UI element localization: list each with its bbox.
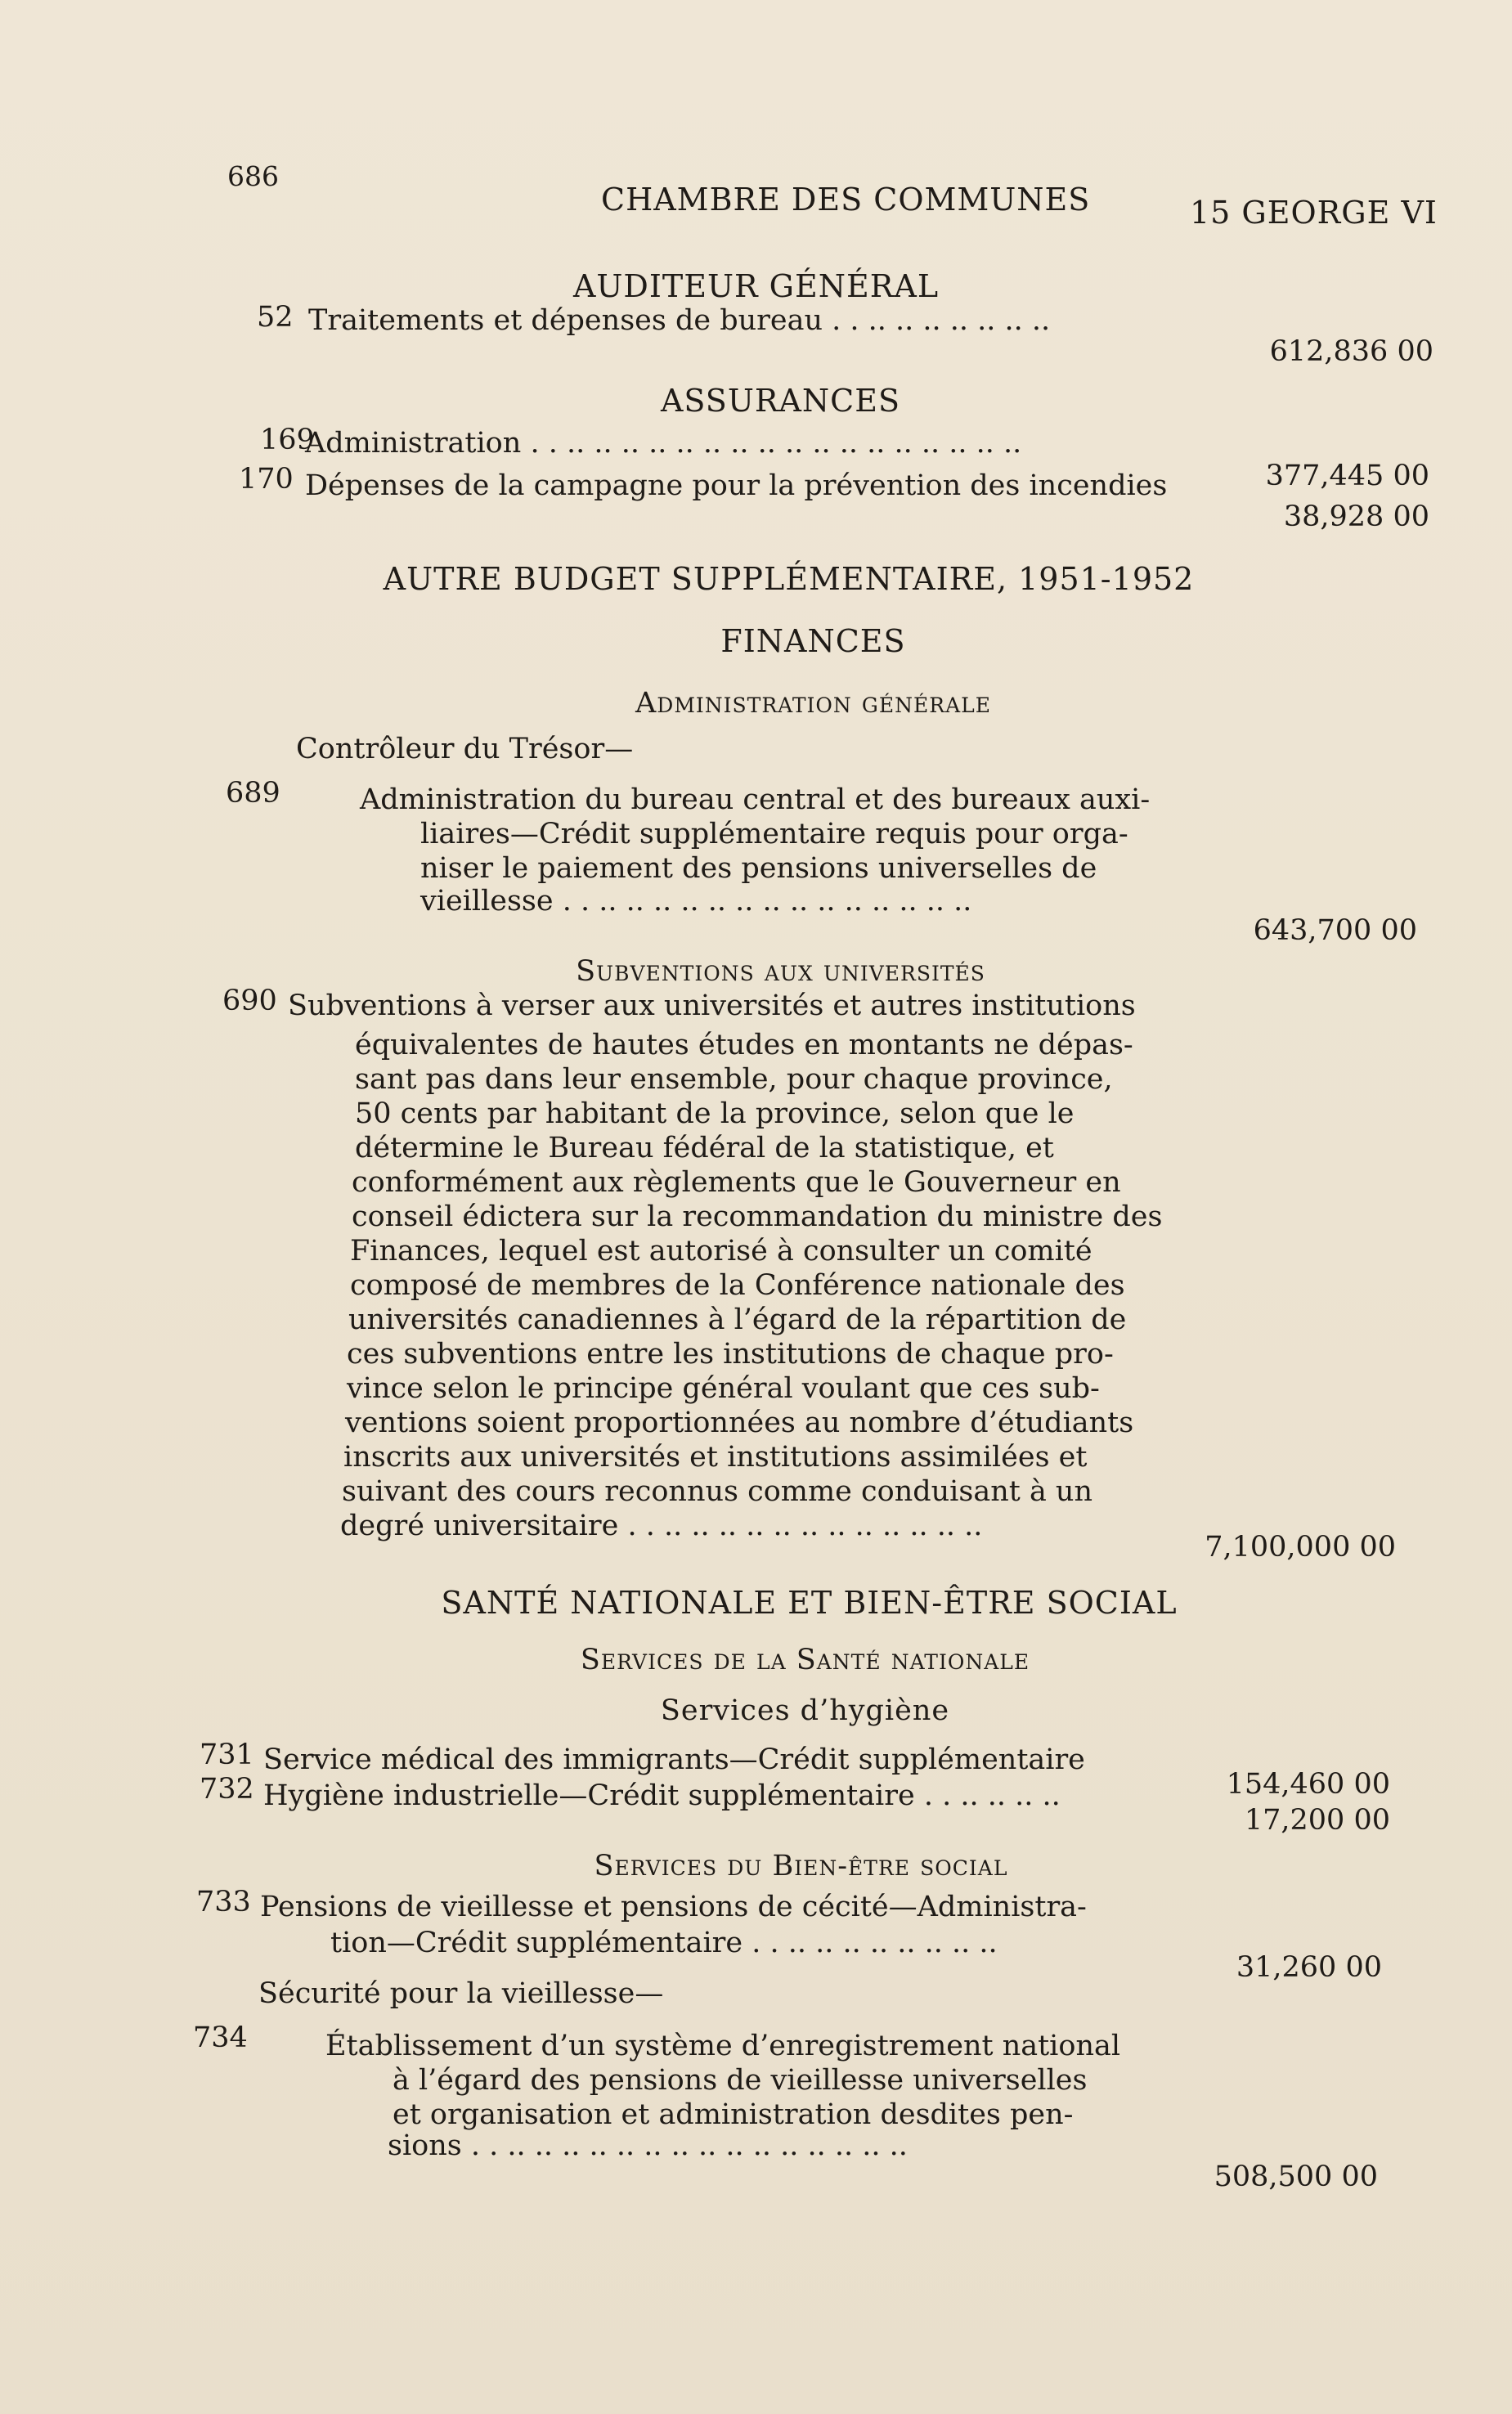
dot-leader: . . .. .. .. .. .. .. .. .. .. .. .. .. .. .. xyxy=(562,885,972,918)
dot-leader: . . .. .. .. .. xyxy=(923,1779,1061,1812)
item-number: 734 xyxy=(193,2021,248,2054)
item-label: Service médical des immigrants—Crédit supplémentaire xyxy=(263,1743,1085,1776)
item-text-line: composé de membres de la Conférence nationale des xyxy=(350,1269,1125,1302)
item-amount: 38,928 00 xyxy=(1283,500,1429,533)
item-text-line: Établissement d’un système d’enregistrement national xyxy=(325,2030,1121,2062)
item-number: 732 xyxy=(200,1773,254,1806)
dot-leader: . . .. .. .. .. .. .. .. xyxy=(832,304,1051,337)
item-amount: 31,260 00 xyxy=(1236,1951,1382,1984)
item-text-line: Subventions à verser aux universités et autres institutions xyxy=(288,989,1136,1022)
item-number: 170 xyxy=(239,463,294,496)
running-title: CHAMBRE DES COMMUNES xyxy=(601,182,1091,218)
subheading: Sécurité pour la vieillesse— xyxy=(258,1977,664,2010)
section-heading-autre-budget: AUTRE BUDGET SUPPLÉMENTAIRE, 1951-1952 xyxy=(383,561,1195,597)
section-heading-auditeur: AUDITEUR GÉNÉRAL xyxy=(572,268,940,304)
item-label: Traitements et dépenses de bureau . . .. .. .. .. .. .. .. xyxy=(308,304,1051,337)
item-amount: 508,500 00 xyxy=(1214,2160,1378,2193)
item-number: 689 xyxy=(226,777,280,810)
item-text-line: ventions soient proportionnées au nombre d’étudiants xyxy=(345,1407,1134,1439)
item-text-line: 50 cents par habitant de la province, selon que le xyxy=(355,1097,1075,1130)
item-number: 690 xyxy=(222,985,277,1017)
item-label: Hygiène industrielle—Crédit supplémentaire . . .. .. .. .. xyxy=(263,1779,1061,1812)
item-amount: 643,700 00 xyxy=(1253,914,1417,947)
item-text-line: vieillesse . . .. .. .. .. .. .. .. .. .. .. .. .. .. .. xyxy=(420,885,972,918)
item-text-line: équivalentes de hautes études en montants ne dépas- xyxy=(355,1029,1133,1061)
item-text-line: degré universitaire . . .. .. .. .. .. .. .. .. .. .. .. .. xyxy=(340,1510,983,1542)
item-text-line: vince selon le principe général voulant que ces sub- xyxy=(347,1372,1100,1405)
subsection-heading: Administration générale xyxy=(635,687,991,720)
dot-leader: . . .. .. .. .. .. .. .. .. .. .. .. .. xyxy=(627,1510,983,1542)
item-amount: 154,460 00 xyxy=(1226,1768,1390,1801)
page-number: 686 xyxy=(227,160,279,192)
item-text-line: liaires—Crédit supplémentaire requis pour orga- xyxy=(420,818,1128,850)
item-text-line: Administration du bureau central et des bureaux auxi- xyxy=(360,783,1151,816)
item-amount: 7,100,000 00 xyxy=(1205,1531,1396,1564)
item-text-line: détermine le Bureau fédéral de la statistique, et xyxy=(355,1132,1054,1164)
item-text-line: Finances, lequel est autorisé à consulter un comité xyxy=(350,1235,1092,1268)
section-heading-sante: SANTÉ NATIONALE ET BIEN-ÊTRE SOCIAL xyxy=(441,1585,1178,1621)
reign-label: 15 GEORGE VI xyxy=(1190,195,1438,231)
item-text-line: sions . . .. .. .. .. .. .. .. .. .. .. .. .. .. .. .. xyxy=(388,2129,908,2162)
dot-leader: . . .. .. .. .. .. .. .. .. .. .. .. .. .. .. .. .. .. xyxy=(530,427,1022,460)
item-text-line: Pensions de vieillesse et pensions de cécité—Administra- xyxy=(260,1891,1087,1923)
item-text-line: suivant des cours reconnus comme conduisant à un xyxy=(342,1475,1093,1508)
item-text-line: ces subventions entre les institutions de chaque pro- xyxy=(347,1338,1114,1371)
item-amount: 377,445 00 xyxy=(1265,460,1429,492)
subsection-heading: Services d’hygiène xyxy=(660,1694,950,1727)
section-heading-assurances: ASSURANCES xyxy=(660,383,900,419)
item-text-line: sant pas dans leur ensemble, pour chaque province, xyxy=(355,1063,1113,1096)
subsection-heading: Services de la Santé nationale xyxy=(580,1644,1030,1676)
item-text-line: universités canadiennes à l’égard de la répartition de xyxy=(348,1303,1127,1336)
item-number: 52 xyxy=(257,301,294,334)
subsection-heading: Subventions aux universités xyxy=(576,955,985,988)
item-text-line: inscrits aux universités et institutions assimilées et xyxy=(343,1441,1088,1474)
item-number: 731 xyxy=(200,1739,254,1771)
item-number: 733 xyxy=(196,1886,251,1918)
subsection-heading: Services du Bien-être social xyxy=(594,1850,1008,1882)
item-text-line: conformément aux règlements que le Gouverneur en xyxy=(352,1166,1121,1199)
item-text-line: et organisation et administration desdites pen- xyxy=(393,2098,1074,2131)
item-amount: 612,836 00 xyxy=(1269,335,1433,368)
dot-leader: . . .. .. .. .. .. .. .. .. .. .. .. .. .. .. .. xyxy=(470,2129,908,2162)
item-text-line: tion—Crédit supplémentaire . . .. .. .. .. .. .. .. .. xyxy=(330,1927,998,1959)
item-amount: 17,200 00 xyxy=(1244,1804,1390,1837)
section-heading-finances: FINANCES xyxy=(720,623,906,659)
dot-leader: . . .. .. .. .. .. .. .. .. xyxy=(752,1927,998,1959)
subheading: Contrôleur du Trésor— xyxy=(296,733,634,765)
item-label: Administration . . .. .. .. .. .. .. .. .. .. .. .. .. .. .. .. .. .. xyxy=(305,427,1022,460)
item-label: Dépenses de la campagne pour la prévention des incendies xyxy=(305,469,1168,502)
item-text-line: niser le paiement des pensions universelles de xyxy=(420,852,1097,885)
item-text-line: conseil édictera sur la recommandation du ministre des xyxy=(352,1200,1163,1233)
item-text-line: à l’égard des pensions de vieillesse universelles xyxy=(393,2064,1088,2097)
item-number: 169 xyxy=(260,424,315,456)
